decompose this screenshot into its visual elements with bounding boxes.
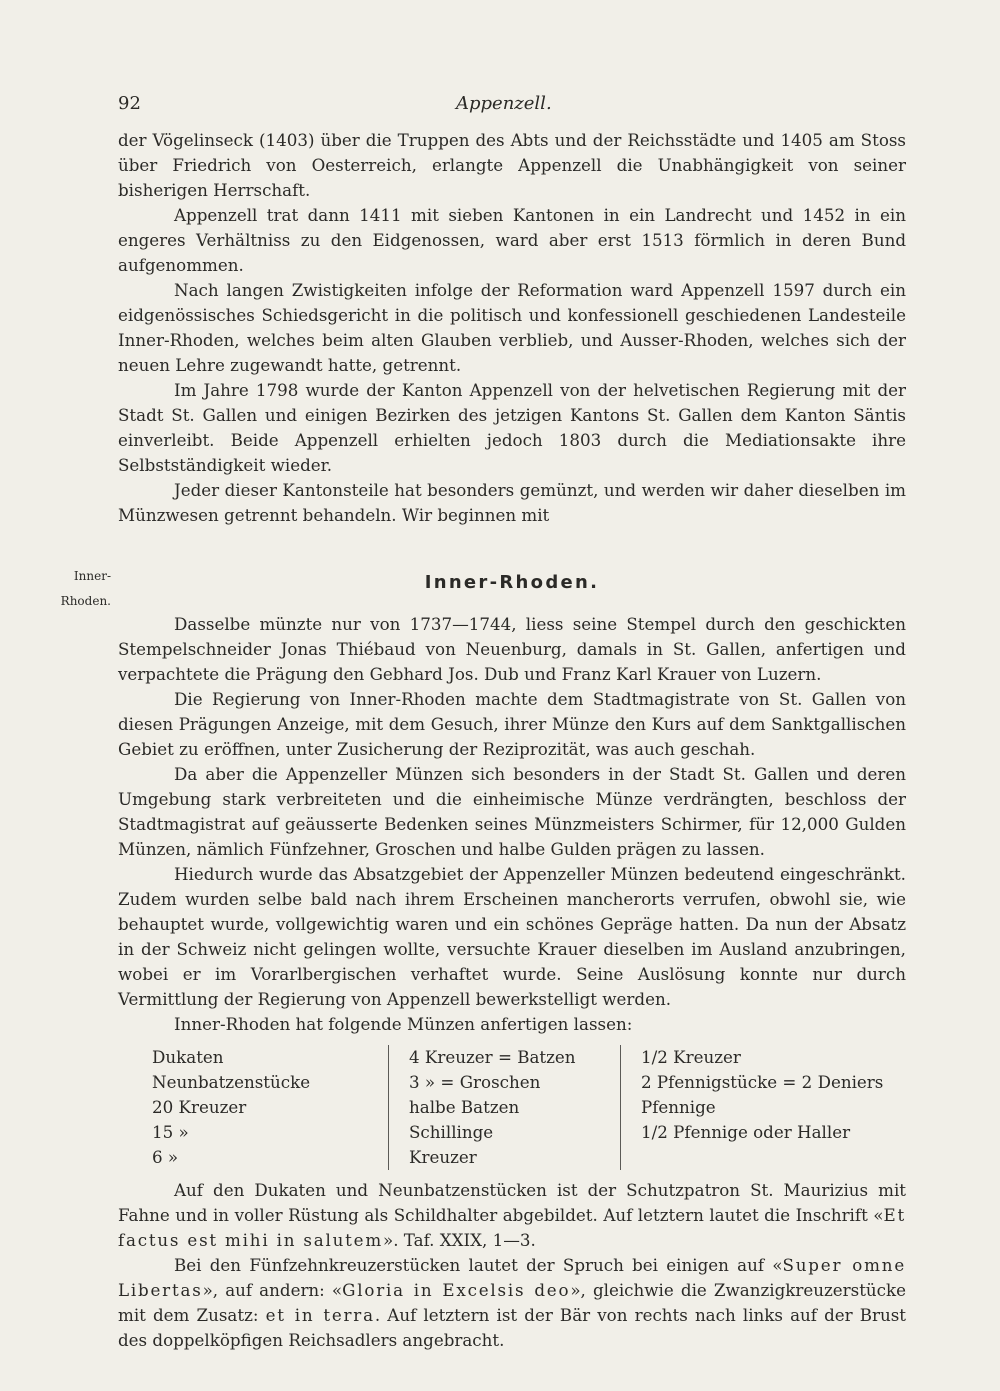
paragraph-currency-division: Jeder dieser Kantonsteile hat besonders gemünzt, und werden wir daher dieselben im Münzwesen getrennt behandeln. Wir beginnen mit: [118, 480, 906, 525]
text-segment: ». Taf. XXIX, 1—3.: [382, 1230, 536, 1250]
marginal-note-line-1: Inner-: [73, 569, 111, 583]
coin-entry: 3 » = Groschen: [409, 1072, 541, 1092]
spaced-motto: Super omne Libertas: [118, 1255, 906, 1300]
coin-table: [152, 1045, 906, 1170]
spaced-inscription: Et factus est mihi in salutem: [118, 1205, 906, 1250]
page-number: 92: [118, 93, 141, 114]
text-segment: Auf den Dukaten und Neunbatzenstücken ist der Schutzpatron St. Maurizius mit Fahne und in voller Rüstung als Schildhalter abgebildet. Auf letztern lautet die Inschrift «: [118, 1180, 906, 1225]
coin-entry: Dukaten: [152, 1047, 224, 1067]
paragraph-government-notice: Die Regierung von Inner-Rhoden machte dem Stadtmagistrate von St. Gallen von diesen Prägungen Anzeige, mit dem Gesuch, ihrer Münze den Kurs auf dem Sanktgallischen Gebiet zu eröffnen, unter Zusicherung der Reziprozität, was auch geschah.: [118, 689, 906, 759]
spaced-addition: et in terra: [265, 1305, 375, 1325]
text-segment: », gleichwie die Zwanzigkreuzerstücke mit dem Zusatz:: [118, 1280, 906, 1325]
spaced-motto: Gloria in Excelsis deo: [342, 1280, 571, 1300]
paragraph-reformation: Nach langen Zwistigkeiten infolge der Reformation ward Appenzell 1597 durch ein eidgenössisches Schiedsgericht in die politisch und konfessionell geschiedenen Landesteile Inner-Rhoden, welches beim alten Glauben verblieb, und Ausser-Rhoden, welches sich der neuen Lehre zugewandt hatte, getrennt.: [118, 280, 906, 375]
coin-entry: 2 Pfennigstücke = 2 Deniers: [641, 1072, 884, 1092]
paragraph-market-restrictions: Hiedurch wurde das Absatzgebiet der Appenzeller Münzen bedeutend eingeschränkt. Zudem wurden selbe bald nach ihrem Erscheinen mancherorts verrufen, obwohl sie, wie behauptet wurde, vollgewichtig waren und ein schönes Gepräge hatten. Da nun der Absatz in der Schweiz nicht gelingen wollte, versuchte Krauer dieselben im Ausland anzubringen, wobei er im Vorarlbergischen verhaftet wurde. Seine Auslösung konnte nur durch Vermittlung der Regierung von Appenzell bewerkstelligt werden.: [118, 864, 906, 1009]
paragraph-minting-period: Dasselbe münzte nur von 1737—1744, liess seine Stempel durch den geschickten Stempelschneider Jonas Thiébaud von Neuenburg, damals in St. Gallen, anfertigen und verpachtete die Prägung den Gebhard Jos. Dub und Franz Karl Krauer von Luzern.: [118, 614, 906, 684]
marginal-note-line-2: Rhoden.: [60, 594, 111, 608]
coin-entry: 6 »: [152, 1147, 179, 1167]
coin-column-2: [388, 1045, 620, 1170]
running-title: Appenzell.: [456, 93, 552, 114]
coin-entry: 15 »: [152, 1122, 189, 1142]
paragraph-landrecht: Appenzell trat dann 1411 mit sieben Kantonen in ein Landrecht und 1452 in ein engeres Verhältniss zu den Eidgenossen, ward aber erst 1513 förmlich in deren Bund aufgenommen.: [118, 205, 906, 275]
running-head: [118, 93, 906, 123]
paragraph-fuenfzehner-motto: [118, 1253, 906, 1353]
intro-paragraph: der Vögelinseck (1403) über die Truppen des Abts und der Reichsstädte und 1405 am Stoss über Friedrich von Oesterreich, erlangte Appenzell die Unabhängigkeit von seiner bisherigen Herrschaft.: [118, 130, 906, 200]
paragraph-helvetic-period: Im Jahre 1798 wurde der Kanton Appenzell von der helvetischen Regierung mit der Stadt St. Gallen und einigen Bezirken des jetzigen Kantons St. Gallen dem Kanton Säntis einverleibt. Beide Appenzell erhielten jedoch 1803 durch die Mediationsakte ihre Selbstständigkeit wieder.: [118, 380, 906, 475]
coin-entry: Schillinge: [409, 1122, 494, 1142]
section-heading-inner-rhoden: Inner-Rhoden.: [424, 572, 600, 593]
coin-entry: 1/2 Kreuzer: [641, 1047, 741, 1067]
text-segment: », auf andern: «: [202, 1280, 343, 1300]
coin-entry: halbe Batzen: [409, 1097, 520, 1117]
marginal-note: [55, 564, 111, 614]
paragraph-coin-list-intro: Inner-Rhoden hat folgende Münzen anfertigen lassen:: [174, 1014, 633, 1034]
text-segment: Bei den Fünfzehnkreuzerstücken lautet der Spruch bei einigen auf «: [174, 1255, 783, 1275]
coin-column-1: [152, 1045, 388, 1170]
coin-entry: Pfennige: [641, 1097, 716, 1117]
text-segment: . Auf letztern ist der Bär von rechts nach links auf der Brust des doppelköpfigen Reichsadlers angebracht.: [118, 1305, 907, 1350]
coin-entry: Kreuzer: [409, 1147, 477, 1167]
coin-entry: 1/2 Pfennige oder Haller: [641, 1122, 851, 1142]
paragraph-city-response: Da aber die Appenzeller Münzen sich besonders in der Stadt St. Gallen und deren Umgebung stark verbreiteten und die einheimische Münze verdrängten, beschloss der Stadtmagistrat auf geäusserte Bedenken seines Münzmeisters Schirmer, für 12,000 Gulden Münzen, nämlich Fünfzehner, Groschen und halbe Gulden prägen zu lassen.: [118, 764, 906, 859]
coin-entry: 20 Kreuzer: [152, 1097, 247, 1117]
coin-entry: Neunbatzenstücke: [152, 1072, 311, 1092]
coin-entry: 4 Kreuzer = Batzen: [409, 1047, 576, 1067]
paragraph-dukaten-inscription: [118, 1178, 906, 1253]
coin-column-3: [620, 1045, 884, 1170]
page-content: [118, 128, 906, 1353]
